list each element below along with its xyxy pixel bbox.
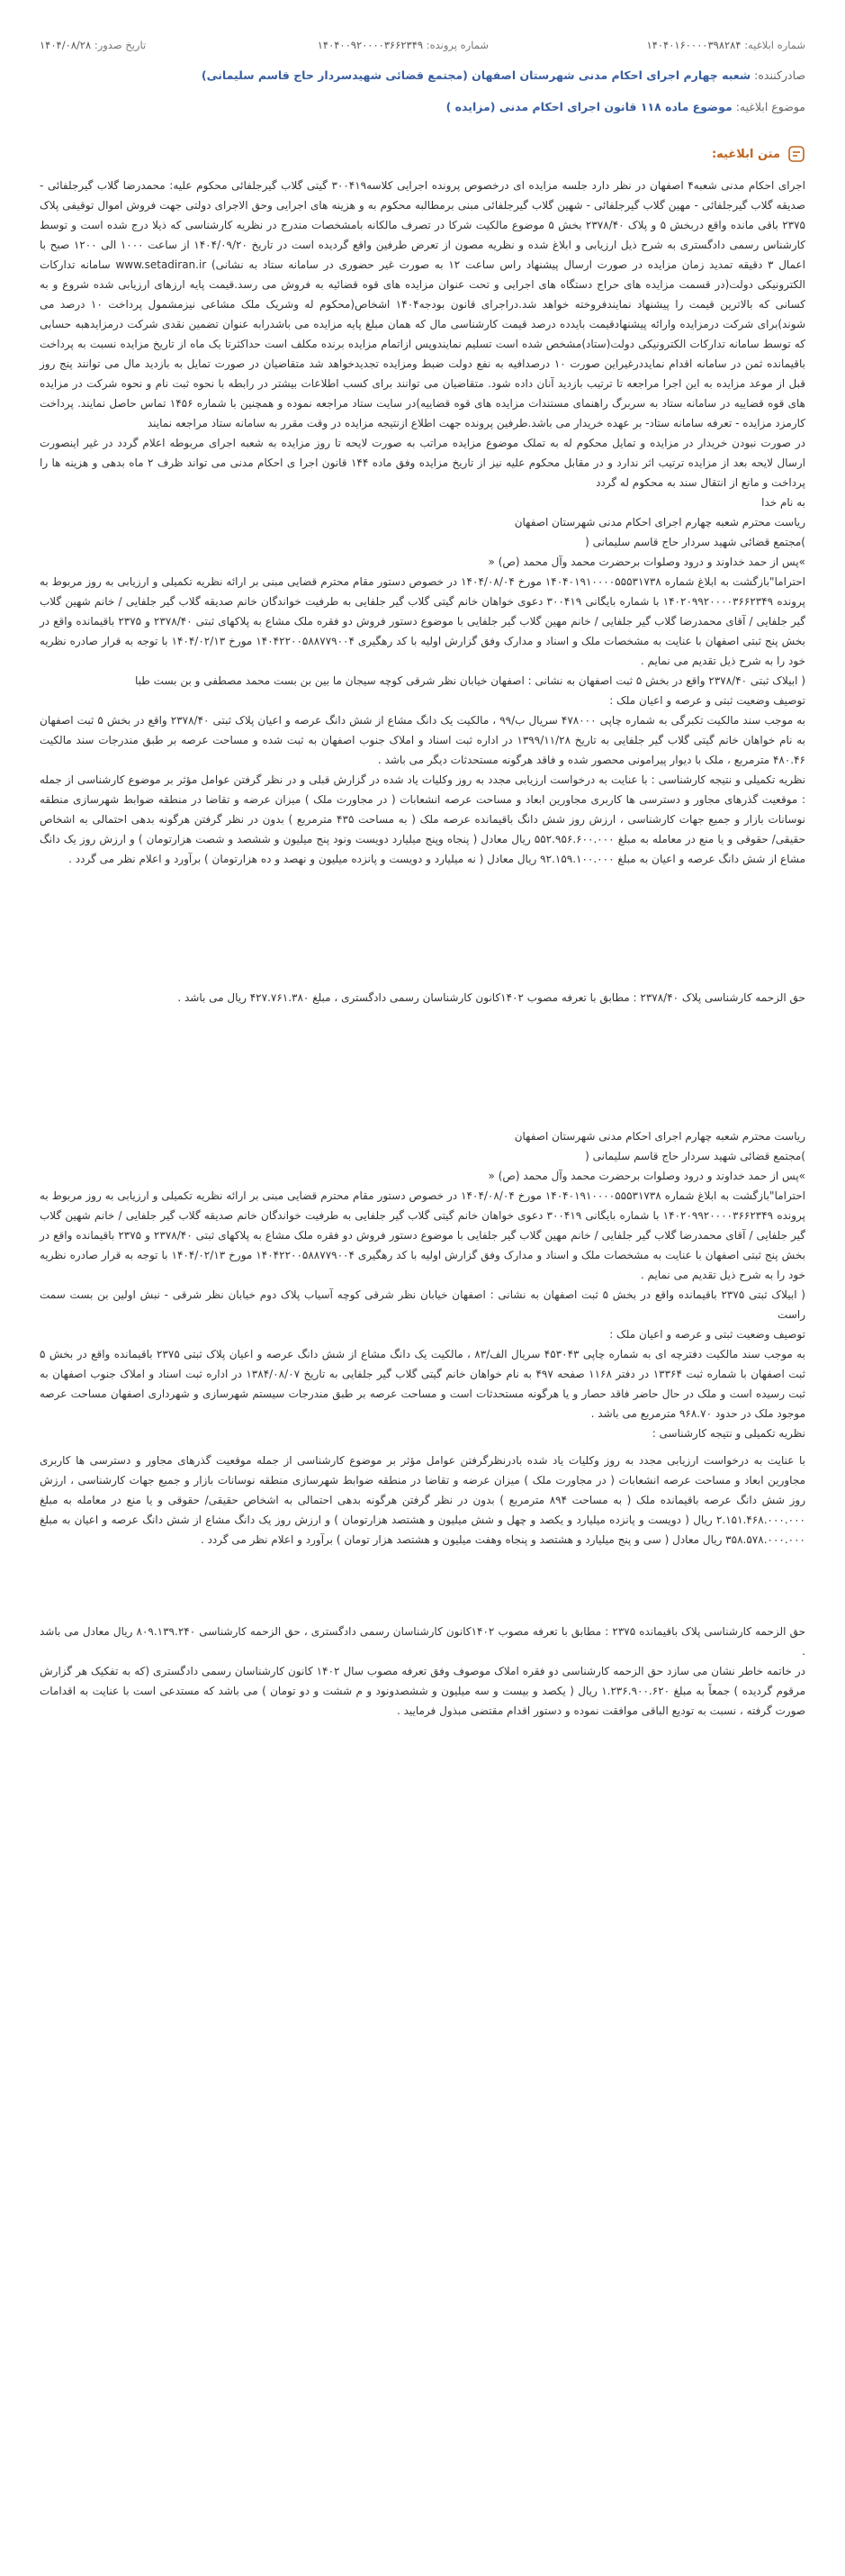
report1-fee: حق الزحمه کارشناسی پلاک ۲۳۷۸/۴۰ : مطابق با تعرفه مصوب ۱۴۰۲کانون کارشناسان رسمی دادگستری ، مبلغ ۴۲۷.۷۶۱.۳۸۰ ریال می باشد .	[177, 991, 805, 1004]
report1-addressee: ریاست محترم شعبه چهارم اجرای احکام مدنی شهرستان اصفهان	[514, 516, 805, 529]
notice-header	[0, 0, 845, 137]
report2-registration-heading: توصیف وضعیت ثبتی و عرصه و اعیان ملک :	[609, 1328, 805, 1341]
closing-fee-summary: در خاتمه خاطر نشان می سازد حق الزحمه کارشناسی دو فقره املاک موصوف وفق تعرفه مصوب سال ۱۴۰۲ کانون کارشناسان رسمی دادگستری (که به تفکیک هر گزارش مرقوم گردیده ) جمعاً به مبلغ ۱.۲۳۶.۹۰۰.۶۲۰ ریال ( یکصد و بیست و سه میلیون و ششصدونود و م ششت و دو تومان ) می باشد که مستدعی است با عنایت به اقدامات صورت گرفته ، نسبت به تودیع الباقی موافقت نموده و دستور اقدام مقتضی مبذول فرمایید .	[40, 1665, 806, 1717]
issuer-value: شعبه چهارم اجرای احکام مدنی شهرستان اصفهان (مجتمع قضائی شهیدسردار حاج قاسم سلیمانی)	[201, 68, 751, 82]
report2-fee: حق الزحمه کارشناسی پلاک باقیمانده ۲۳۷۵ : مطابق با تعرفه مصوب ۱۴۰۲کانون کارشناسان رسمی دادگستری ، حق الزحمه کارشناسی ۸۰۹.۱۳۹.۲۴۰ ریال معادل می باشد .	[40, 1625, 806, 1658]
report2-address: ( ابیلاک ثبتی ۲۳۷۵ باقیمانده واقع در بخش ۵ ثبت اصفهان به نشانی : اصفهان خیابان نظر شرقی کوچه آسیاب پلاک دوم خیابان نظر شرقی - نبش اولین بن بست سمت راست	[40, 1288, 805, 1321]
notice-text-title: متن ابلاغیه:	[711, 147, 780, 161]
report2-conclusion-heading: نظریه تکمیلی و نتیجه کارشناسی :	[652, 1427, 805, 1440]
notice-body	[40, 176, 805, 1721]
case-number-label: شماره پرونده:	[426, 39, 489, 51]
issue-date	[40, 39, 146, 51]
subject-label: موضوع ابلاغیه:	[735, 100, 805, 113]
case-number	[318, 39, 489, 51]
notice-text-heading	[712, 144, 805, 164]
notice-number-label: شماره ابلاغیه:	[744, 39, 805, 51]
report1-valuation: نظریه تکمیلی و نتیجه کارشناسی : با عنایت به درخواست ارزیابی مجدد به روز وکلیات یاد شده در گزارش قبلی و در نظر گرفتن عوامل مؤثر بر موضوع کارشناسی از جمله : موقعیت گذرهای مجاور و دسترسی ها کاربری مجاورین ابعاد و مساحت عرصه انشعابات ( در مجاورت ملک ) میزان عرضه و تقاضا در منطقه ضوابط شهرسازی منطقه نوسانات بازار و جمیع جهات کارشناسی ، ارزش روز شش دانگ باقیمانده عرصه ملک ( به مساحت ۴۳۵ مترمربع ) بدون در نظر گرفتن هرگونه بدهی احتمالی به اشخاص حقیقی/ حقوقی و یا منع در معامله به مبلغ ۵۵۲.۹۵۶.۶۰۰.۰۰۰ ریال معادل ( پنجاه وپنج میلیارد دویست ونود پنج میلیون و ششصد و شصت هزارتومان ) و ارزش روز یک دانگ مشاع از شش دانگ عرصه و اعیان به مبلغ ۹۲.۱۵۹.۱۰۰.۰۰۰ ریال معادل ( نه میلیارد و دویست و پانزده میلیون و نهصد و ده هزارتومان ) برآورد و اعلام نظر می گردد .	[40, 773, 806, 865]
report2-registration: به موجب سند مالکیت دفترچه ای به شماره چاپی ۴۵۳۰۴۳ سریال الف/۸۳ ، مالکیت یک دانگ مشاع از شش دانگ عرصه و اعیان پلاک ثبتی ۲۳۷۵ باقیمانده واقع در بخش ۵ ثبت اصفهان با شماره ثبت ۱۳۳۶۴ در دفتر ۱۱۶۸ صفحه ۴۹۷ به نام خواهان خانم گیتی گلاب گیر جلفایی به تاریخ ۱۳۸۴/۰۸/۰۷ در اداره ثبت اسناد و املاک جنوب اصفهان به ثبت رسیده است و ملک در حال حاضر فاقد حصار و یا هرگونه مستحدثات است و مساحت عرصه بر طبق مندرجات سیستم شهرسازی و شهرداری اصفهان مساحت عرصه موجود ملک در حدود ۹۶۸.۷۰ مترمربع می باشد .	[40, 1348, 806, 1420]
report1-registration-heading: توصیف وضعیت ثبتی و عرصه و اعیان ملک :	[609, 694, 805, 707]
report1-address: ( ابیلاک ثبتی ۲۳۷۸/۴۰ واقع در بخش ۵ ثبت اصفهان به نشانی : اصفهان خیابان نظر شرقی کوچه سیجان ما بین بن بست محمد مصطفی و بن بست طبا	[135, 674, 805, 687]
issue-date-value: ۱۴۰۴/۰۸/۲۸	[40, 39, 92, 51]
meta-row	[40, 39, 805, 57]
report2-intro: احتراما"بازگشت به ابلاغ شماره ۱۴۰۴۰۱۹۱۰۰۰۰۵۵۵۳۱۷۳۸ مورخ ۱۴۰۴/۰۸/۰۴ در خصوص دستور مقام محترم قضایی مبنی بر ارائه نظریه تکمیلی و ارزیابی به روز مربوط به پرونده ۱۴۰۲۰۹۹۲۰۰۰۰۳۶۶۲۳۴۹ با شماره بایگانی ۳۰۰۴۱۹ دعوی خواهان خانم گیتی گلاب گیر جلفایی به طرفیت خواندگان خانم صدیقه گلاب گیر جلفایی / خانم شهین گلاب گیر جلفایی / آقای محمدرضا گلاب گیر جلفایی / خانم مهین گلاب گیر جلفایی با موضوع دستور فروش دو فقره ملک مشاع به پلاکهای ثبتی ۲۳۷۸/۴۰ و ۲۳۷۵ باقیمانده واقع در بخش پنج ثبتی اصفهان با عنایت به مشخصات ملک و اسناد و مدارک وفق گزارش اولیه با کد رهگیری ۱۴۰۴۲۲۰۰۵۸۸۷۷۹۰۰۴ مورخ ۱۴۰۴/۰۲/۱۳ با توجه به قرار صادره نظریه خود را به شرح ذیل تقدیم می نمایم .	[40, 1189, 806, 1281]
document-icon	[787, 145, 805, 163]
bismillah: به نام خدا	[761, 496, 805, 509]
creditor-ownership-note: در صورت نبودن خریدار در مزایده و تمایل محکوم له به تملک موضوع مزایده مراتب به صورت لایحه تا روز مزایده به شعبه اجرای مربوطه اعلام گردد در غیر اینصورت ارسال لایحه بعد از مزایده ترتیب اثر ندارد و در مقابل محکوم علیه نیز از تاریخ مزایده وفق ماده ۱۴۴ قانون اجرا ی احکام مدنی می تواند ظرف ۲ ماه بدهی و هزینه ها را پرداخت و مانع از انتقال سند به محکوم له گردد	[40, 437, 806, 489]
report2-valuation: با عنایت به درخواست ارزیابی مجدد به روز وکلیات یاد شده بادرنظرگرفتن عوامل مؤثر بر موضوع کارشناسی از جمله موقعیت گذرهای مجاور و دسترسی ها کاربری مجاورین ابعاد و مساحت عرصه انشعابات ( در مجاورت ملک ) میزان عرضه و تقاضا در منطقه ضوابط شهرسازی منطقه نوسانات بازار و جمیع جهات کارشناسی ، ارزش روز شش دانگ عرصه باقیمانده ملک ( به مساحت ۸۹۴ مترمربع ) بدون در نظر گرفتن هرگونه بدهی احتمالی به اشخاص حقیقی/ حقوقی و یا منع در معامله به مبلغ ۲.۱۵۱.۴۶۸.۰۰۰.۰۰۰ ریال ( دویست و پانزده میلیارد و یکصد و چهل و شش میلیون و هشتصد هزارتومان ) و ارزش روز یک دانگ مشاع از شش دانگ عرصه و اعیان به مبلغ ۳۵۸.۵۷۸.۰۰۰.۰۰۰ ریال معادل ( سی و پنج میلیارد و هشتصد و پنجاه وهفت میلیون و هشتصد هزار تومان ) برآورد و اعلام نظر می گردد .	[40, 1454, 805, 1546]
issuer-line	[40, 68, 805, 88]
report2-addressee: ریاست محترم شعبه چهارم اجرای احکام مدنی شهرستان اصفهان	[514, 1130, 805, 1143]
notice-number-value: ۱۴۰۴۰۱۶۰۰۰۰۳۹۸۲۸۴	[646, 39, 742, 51]
report2-greeting: »پس از حمد خداوند و درود وصلوات برحضرت محمد وآل محمد (ص) «	[488, 1170, 805, 1182]
report2-court: )مجتمع قضائی شهید سردار حاج قاسم سلیمانی (	[585, 1150, 805, 1162]
subject-line	[40, 100, 805, 120]
case-number-value: ۱۴۰۴۰۰۹۲۰۰۰۰۳۶۶۲۳۴۹	[317, 39, 424, 51]
auction-announcement: اجرای احکام مدنی شعبه۴ اصفهان در نظر دارد جلسه مزایده ای درخصوص پرونده اجرایی کلاسه۳۰۰۴۱۹ گیتی گلاب گیرجلفائی محکوم علیه: محمدرضا گلاب گیرجلفائی - صدیقه گلاب گیرجلفائی - مهین گلاب گیرجلفائی - شهین گلاب گیرجلفائی مبنی برمطالبه محکوم به و هزینه های اجرایی وحق الاجرای دولتی جهت فروش اموال توقیفی پلاک ۲۳۷۵ باقی مانده واقع دربخش ۵ و پلاک ۲۳۷۸/۴۰ بخش ۵ موضوع مالکیت شرکا در تصرف مالکانه بامشخصات مندرج در نظریه کارشناسی که ذیلا درج شده است و توسط کارشناس رسمی دادگستری به شرح ذیل ارزیابی و ابلاغ شده و نظریه مصون از تعرض طرفین واقع گردیده است در تاریخ ۱۴۰۴/۰۹/۲۰ از ساعت ۱۰۰۰ الی ۱۲۰۰ صبح با اعمال ۳ دقیقه تمدید زمان مزایده در صورت ارسال پیشنهاد راس ساعت ۱۲ به صورت غیر حضوری در سامانه ستاد به نشانی) www.setadiran.ir سامانه تدارکات الکترونیکی دولت(در قسمت مزایده های حراج دستگاه های اجرایی و تحت عنوان مزایده های قوه قضائیه به فروش می رسد.قیمت پایه ارزهای ارزیابی شده شروع و به کسانی که بالاترین قیمت را پیشنهاد نمایندفروخته خواهد شد.دراجرای قانون بودجه۱۴۰۴ اشخاص(محکوم له وشریک ملک مشاعی نیزمشمول پرداخت ۱۰ درصد می شوند)برای شرکت درمزایده وارائه پیشنهادقیمت بایدده درصد قیمت کارشناسی مال که همان مبلغ پایه مزایده می باشدرابه عنوان تضمین نقدی شرکت درمزایدهبه حسابی که توسط سامانه تدارکات الکترونیکی دولت(ستاد)مشخص شده است تسلیم نمایندوپس ازاتمام مزایده برنده مکلف است حداکثرتا یک ماه از تاریخ مزایده نسبت به پرداخت باقیمانده ثمن در سامانه اقدام نمایددرغیراین صورت ۱۰ درصدافیه به نفع دولت ضبط ومزایده تجدیدخواهد شد متقاضیان در صورت تمایل به بازدید مال می توانند پنج روز قبل از موعد مزایده به این اجرا مراجعه تا ترتیب بازدید آنان داده شود. متقاضیان می توانند برای کسب اطلاعات بیشتر در رابطه با نحوه ثبت نام و نحوه شرکت در مزایده های قوه قضاییه در سامانه ستاد به سربرگ راهنمای مستندات مزایده های قوه قضاییه)در سایت ستاد مراجعه نموده و همچنین با شماره ۱۴۵۶ تماس حاصل نمایند. پرداخت کارمزد مزایده - تعرفه سامانه ستاد- بر عهده خریدار می باشد.طرفین پرونده جهت اطلاع ازنتیجه مزایده در وقت مقرر به سامانه ستاد مراجعه نمایند	[40, 179, 806, 429]
notice-number	[647, 39, 805, 51]
report1-court: )مجتمع قضائی شهید سردار حاج قاسم سلیمانی (	[585, 536, 805, 548]
issuer-label: صادرکننده:	[754, 68, 805, 82]
subject-value: موضوع ماده ۱۱۸ قانون اجرای احکام مدنی (مزایده )	[445, 100, 733, 113]
report1-registration: به موجب سند مالکیت تکبرگی به شماره چاپی ۴۷۸۰۰۰ سریال ب/۹۹ ، مالکیت یک دانگ مشاع از شش دانگ عرصه و اعیان پلاک ثبتی ۲۳۷۸/۴۰ واقع در بخش ۵ ثبت اصفهان به نام خواهان خانم گیتی گلاب گیر جلفایی به تاریخ ۱۳۹۹/۱۱/۲۸ در اداره ثبت اسناد و املاک جنوب اصفهان به ثبت شده و مساحت عرصه بر طبق مندرجات سند مالکیت ۴۸۰.۴۶ مترمربع ، ملک با دیوار پیرامونی محصور شده و فاقد هرگونه مستحدثات دیگر می باشد .	[40, 714, 806, 766]
issue-date-label: تاریخ صدور:	[94, 39, 147, 51]
report1-greeting: »پس از حمد خداوند و درود وصلوات برحضرت محمد وآل محمد (ص) «	[488, 556, 805, 568]
report1-intro: احتراما"بازگشت به ابلاغ شماره ۱۴۰۴۰۱۹۱۰۰۰۰۵۵۵۳۱۷۳۸ مورخ ۱۴۰۴/۰۸/۰۴ در خصوص دستور مقام محترم قضایی مبنی بر ارائه نظریه تکمیلی و ارزیابی به روز مربوط به پرونده ۱۴۰۲۰۹۹۲۰۰۰۰۳۶۶۲۳۴۹ با شماره بایگانی ۳۰۰۴۱۹ دعوی خواهان خانم گیتی گلاب گیر جلفایی به طرفیت خواندگان خانم صدیقه گلاب گیر جلفایی / خانم شهین گلاب گیر جلفایی / آقای محمدرضا گلاب گیر جلفایی / خانم مهین گلاب گیر جلفایی با موضوع دستور فروش دو فقره ملک مشاع به پلاکهای ثبتی ۲۳۷۸/۴۰ و ۲۳۷۵ باقیمانده واقع در بخش پنج ثبتی اصفهان با عنایت به مشخصات ملک و اسناد و مدارک وفق گزارش اولیه با کد رهگیری ۱۴۰۴۲۲۰۰۵۸۸۷۷۹۰۰۴ مورخ ۱۴۰۴/۰۲/۱۳ با توجه به قرار صادره نظریه خود را به شرح ذیل تقدیم می نمایم .	[40, 575, 806, 667]
